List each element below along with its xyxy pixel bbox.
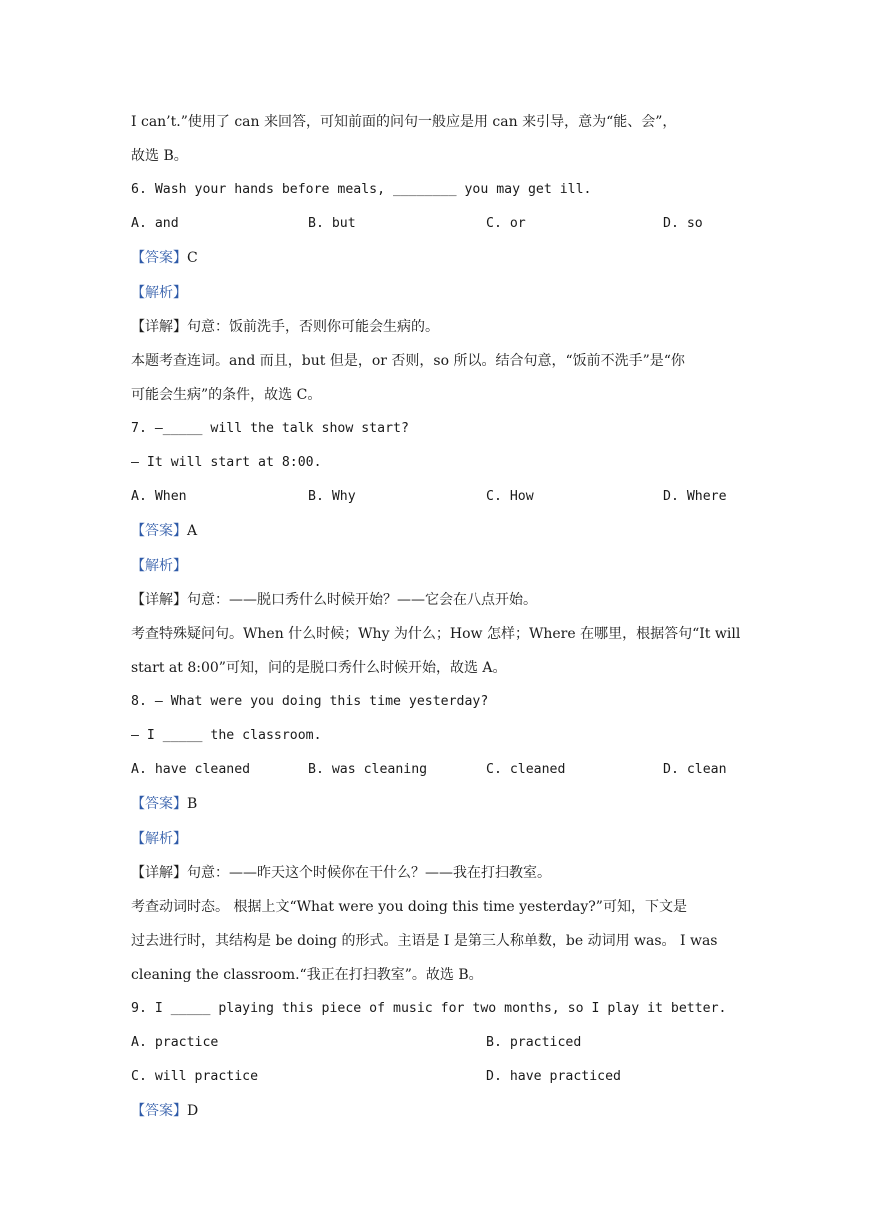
q7-answer-line	[131, 521, 197, 541]
q7-analysis-tag: 【解析】	[131, 558, 187, 574]
q6-option-d: D. so	[663, 216, 703, 231]
q7-option-c: C. How	[486, 489, 534, 504]
q8-option-b: B. was cleaning	[308, 762, 428, 777]
q7-option-b: B. Why	[308, 489, 356, 504]
answer-tag: 【答案】	[131, 250, 187, 266]
q6-answer-line	[131, 248, 198, 268]
q6-explain-2: 可能会生病”的条件，故选 C。	[131, 387, 322, 403]
question-8-stem: 8. — What were you doing this time yesterday?	[131, 694, 489, 709]
question-6-stem: 6. Wash your hands before meals, ________ you may get ill.	[131, 182, 592, 197]
q9-answer-value: D	[187, 1103, 199, 1119]
q8-detail-line	[131, 863, 551, 883]
q9-option-d: D. have practiced	[486, 1069, 621, 1084]
intro-line-1: I can’t.”使用了 can 来回答，可知前面的问句一般应是用 can 来引导，意为“能、会”，	[131, 114, 677, 130]
q6-explain-1: 本题考查连词。and 而且，but 但是，or 否则，so 所以。结合句意，“饭前不洗手”是“你	[131, 353, 685, 369]
q8-option-a: A. have cleaned	[131, 762, 251, 777]
q7-explain-2: start at 8:00”可知，问的是脱口秀什么时候开始，故选 A。	[131, 660, 507, 676]
q8-option-c: C. cleaned	[486, 762, 566, 777]
q9-option-b: B. practiced	[486, 1035, 582, 1050]
detail-tag: 【详解】	[131, 592, 187, 608]
q6-detail-text: 句意：饭前洗手，否则你可能会生病的。	[187, 319, 439, 335]
q8-explain-1: 考查动词时态。 根据上文“What were you doing this time yesterday?”可知，下文是	[131, 899, 687, 915]
q6-option-c: C. or	[486, 216, 526, 231]
q8-explain-3: cleaning the classroom.“我正在打扫教室”。故选 B。	[131, 967, 483, 983]
answer-tag: 【答案】	[131, 523, 187, 539]
q9-answer-line	[131, 1101, 198, 1121]
q6-option-b: B. but	[308, 216, 356, 231]
q7-answer-value: A	[187, 523, 198, 539]
q9-option-a: A. practice	[131, 1035, 219, 1050]
question-7-reply: — It will start at 8:00.	[131, 455, 322, 470]
detail-tag: 【详解】	[131, 319, 187, 335]
question-9-stem: 9. I _____ playing this piece of music for two months, so I play it better.	[131, 1001, 727, 1016]
q6-analysis-tag: 【解析】	[131, 285, 187, 301]
q8-option-d: D. clean	[663, 762, 727, 777]
detail-tag: 【详解】	[131, 865, 187, 881]
q6-option-a: A. and	[131, 216, 179, 231]
q8-analysis-tag: 【解析】	[131, 831, 187, 847]
q6-answer-value: C	[187, 250, 198, 266]
q7-detail-line	[131, 590, 537, 610]
q7-explain-1: 考查特殊疑问句。When 什么时候；Why 为什么；How 怎样；Where 在哪里，根据答句“It will	[131, 626, 741, 642]
q8-answer-value: B	[187, 796, 198, 812]
question-7-stem: 7. —_____ will the talk show start?	[131, 421, 409, 436]
q8-answer-line	[131, 794, 197, 814]
intro-line-2: 故选 B。	[131, 148, 188, 164]
q7-option-d: D. Where	[663, 489, 727, 504]
q7-option-a: A. When	[131, 489, 187, 504]
answer-tag: 【答案】	[131, 796, 187, 812]
q7-detail-text: 句意：——脱口秀什么时候开始？——它会在八点开始。	[187, 592, 537, 608]
q8-detail-text: 句意：——昨天这个时候你在干什么？——我在打扫教室。	[187, 865, 551, 881]
q8-explain-2: 过去进行时，其结构是 be doing 的形式。主语是 I 是第三人称单数，be 动词用 was。 I was	[131, 933, 718, 949]
q9-option-c: C. will practice	[131, 1069, 259, 1084]
answer-tag: 【答案】	[131, 1103, 187, 1119]
q6-detail-line	[131, 317, 439, 337]
question-8-reply: — I _____ the classroom.	[131, 728, 322, 743]
